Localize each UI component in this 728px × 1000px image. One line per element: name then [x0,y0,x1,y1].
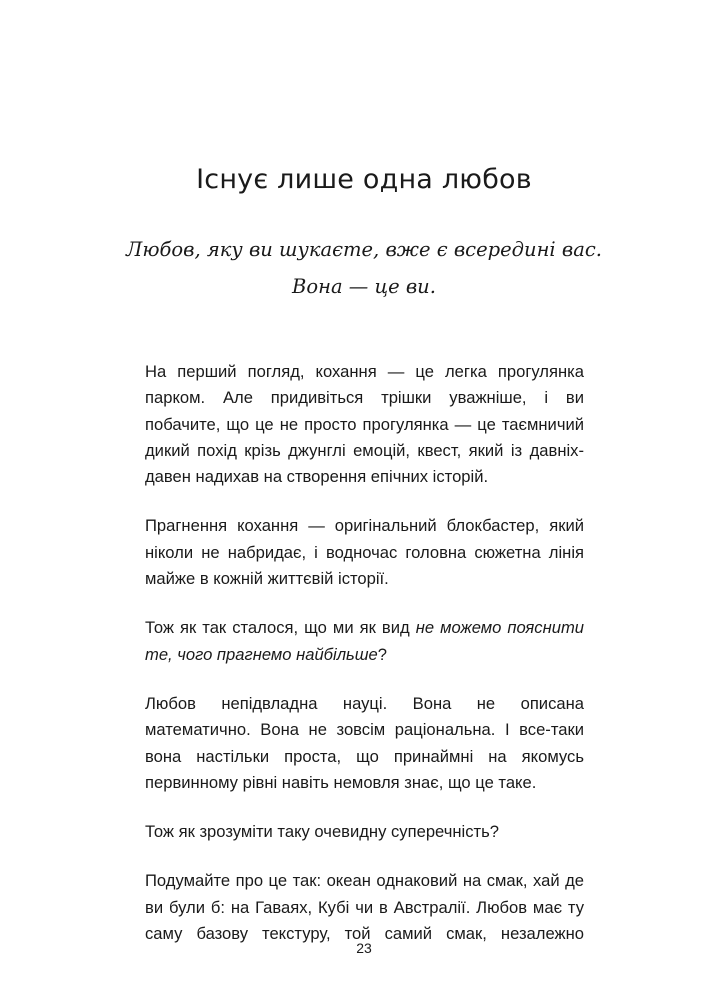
paragraph-4: Любов непідвладна науці. Вона не описана математично. Вона не зовсім раціональна. І все-таки вона настільки проста, що принаймні на якомусь первинному рівні навіть немовля знає, що це таке. [145,693,584,792]
paragraph-1: На перший погляд, кохання — це легка прогулянка парком. Але придивіться трішки уважніше, і ви побачите, що це не просто прогулянка — це таємничий дикий похід крізь джунглі емоцій, квест, який із давніх-давен надихав на створення епічних історій. [145,362,584,487]
paragraph-3-end: ? [377,644,388,664]
epigraph-line-2: Вона — це ви. [292,275,436,298]
paragraph-2: Прагнення кохання — оригінальний блокбастер, який ніколи не набридає, і водночас головна сюжетна лінія майже в кожній життєвій історії. [145,516,584,589]
paragraph-6: Подумайте про це так: океан однаковий на смак, хай де ви були б: на Гаваях, Кубі чи в Австралії. Любов має ту саму базову текстуру, той самий смак, незалежно [145,871,584,944]
paragraph-5: Тож як зрозуміти таку очевидну суперечність? [145,822,499,842]
chapter-title: Існує лише одна любов [196,164,532,195]
epigraph-line-1: Любов, яку ви шукаєте, вже є всередині вас. [126,238,602,261]
paragraph-3 [145,615,584,668]
epigraph [0,231,728,305]
page-number: 23 [356,940,372,956]
paragraph-3-emphasis: не можемо пояснити те, чого прагнемо найбільше [145,618,584,664]
paragraph-3-text: Тож як так сталося, що ми як вид [145,618,416,638]
body-text [145,359,584,970]
